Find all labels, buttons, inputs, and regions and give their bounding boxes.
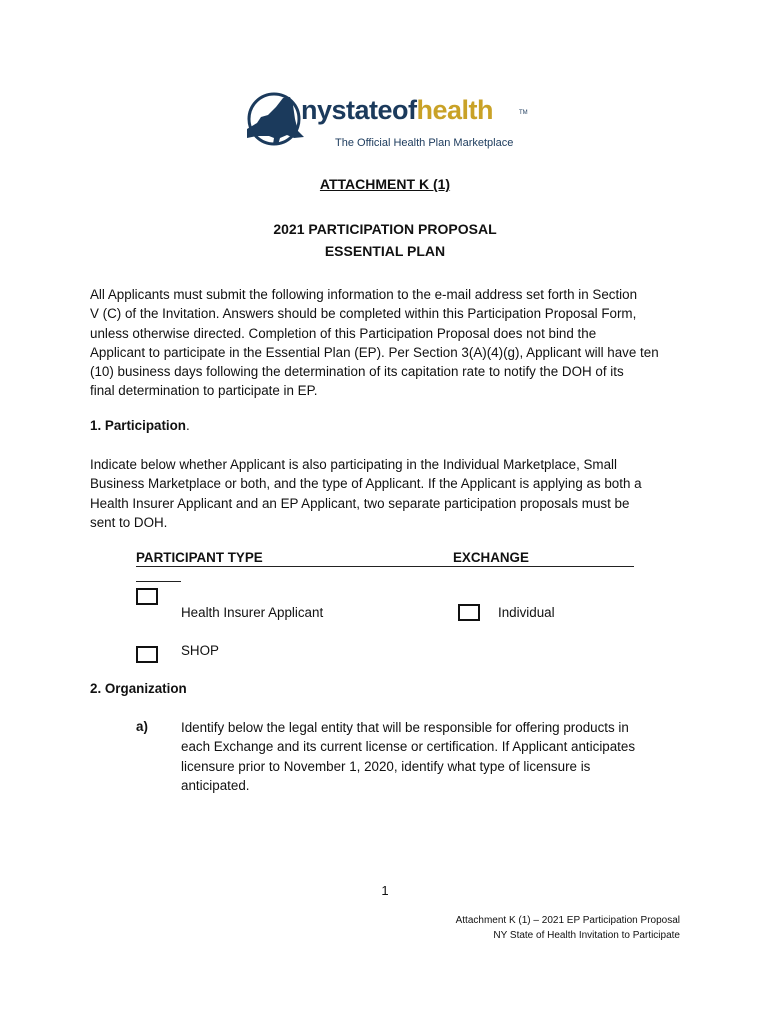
logo-trademark: TM (519, 110, 528, 116)
item-a-line: each Exchange and its current license or certification. If Applicant anticipates (181, 739, 636, 755)
item-a-line: anticipated. (181, 777, 250, 793)
page-footer (456, 914, 680, 943)
section1-heading: 1. Participation. (90, 418, 190, 433)
section1-line: Business Marketplace or both, and the type of Applicant. If the Applicant is applying as both a (90, 476, 642, 492)
participant-type-header: PARTICIPANT TYPE (136, 550, 263, 565)
footer-line-1: Attachment K (1) – 2021 EP Participation Proposal (455, 915, 680, 926)
individual-label: Individual (498, 605, 555, 620)
section1-line: Indicate below whether Applicant is also participating in the Individual Marketplace, Small (90, 457, 617, 472)
new-york-state-map-icon (243, 92, 305, 152)
section1-paragraph (90, 455, 690, 532)
intro-line: final determination to participate in EP. (90, 383, 318, 399)
section1-line: sent to DOH. (90, 514, 168, 530)
intro-line: V (C) of the Invitation. Answers should be completed within this Participation Proposal Form, (90, 306, 637, 322)
short-rule (136, 581, 181, 582)
nystateofhealth-logo (243, 92, 533, 154)
intro-line: unless otherwise directed. Completion of this Participation Proposal does not bind the (90, 325, 597, 341)
logo-wordmark: nystateofhealth (301, 95, 494, 125)
attachment-title: ATTACHMENT K (1) (319, 176, 451, 192)
section1-line: Health Insurer Applicant and an EP Applicant, two separate participation proposals must be (90, 495, 630, 511)
item-a-line: licensure prior to November 1, 2020, identify what type of licensure is (181, 758, 591, 774)
item-a-line: Identify below the legal entity that will be responsible for offering products in (181, 720, 629, 735)
intro-line: Applicant to participate in the Essential Plan (EP). Per Section 3(A)(4)(g), Applicant will have ten (90, 344, 659, 360)
logo-tagline: The Official Health Plan Marketplace (335, 137, 514, 149)
health-insurer-label: Health Insurer Applicant (181, 605, 324, 620)
footer-line-2: NY State of Health Invitation to Participate (493, 929, 680, 941)
table-header-rule (136, 566, 634, 567)
proposal-title: 2021 PARTICIPATION PROPOSAL (273, 221, 497, 237)
shop-checkbox[interactable] (136, 646, 158, 663)
section2-heading: 2. Organization (90, 681, 187, 696)
item-a-label: a) (136, 719, 148, 734)
intro-paragraph (90, 285, 690, 401)
intro-line: (10) business days following the determination of its capitation rate to notify the DOH of its (90, 364, 624, 380)
item-a-paragraph (181, 718, 681, 795)
plan-title: ESSENTIAL PLAN (324, 243, 446, 259)
exchange-header: EXCHANGE (453, 550, 529, 565)
health-insurer-checkbox[interactable] (136, 588, 158, 605)
shop-label: SHOP (181, 643, 219, 658)
intro-line: All Applicants must submit the following information to the e-mail address set forth in Section (90, 287, 638, 302)
page-number: 1 (381, 883, 389, 898)
individual-checkbox[interactable] (458, 604, 480, 621)
